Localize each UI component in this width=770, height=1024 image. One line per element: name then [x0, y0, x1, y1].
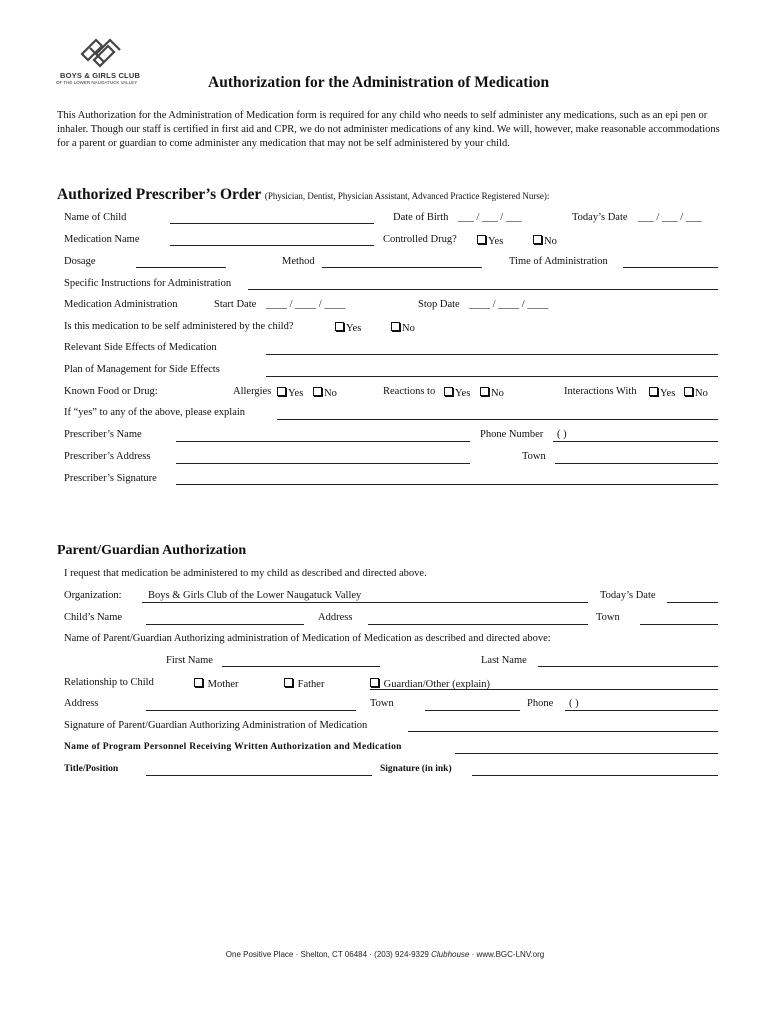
method-label: Method [282, 256, 315, 267]
interactions-yes-checkbox[interactable]: Yes [649, 387, 675, 400]
checkbox-icon [370, 678, 379, 687]
guardian-other-checkbox[interactable]: Guardian/Other (explain) [370, 678, 490, 691]
checkbox-icon [194, 678, 203, 687]
controlled-no-checkbox[interactable]: No [533, 235, 557, 248]
prescriber-heading: Authorized Prescriber’s Order (Physician, Dentist, Physician Assistant, Advanced Practice Registered Nurse): [57, 186, 550, 203]
phone-area-paren: ( ) [557, 429, 567, 440]
interactions-no-checkbox[interactable]: No [684, 387, 708, 400]
guardian-town-field[interactable] [640, 624, 718, 625]
guardian-todays-date-field[interactable] [667, 602, 718, 603]
title-position-field[interactable] [146, 775, 372, 776]
relationship-label: Relationship to Child [64, 677, 154, 688]
name-of-parent-label: Name of Parent/Guardian Authorizing administration of Medication of Medication as described and directed above: [64, 633, 551, 644]
name-of-child-label: Name of Child [64, 212, 127, 223]
plan-mgmt-field[interactable] [266, 376, 718, 377]
reactions-no-checkbox[interactable]: No [480, 387, 504, 400]
known-food-drug-label: Known Food or Drug: [64, 386, 158, 397]
checkbox-icon [277, 387, 286, 396]
signature-ink-label: Signature (in ink) [380, 764, 452, 774]
town2-field[interactable] [425, 710, 520, 711]
request-statement: I request that medication be administered to my child as described and directed above. [64, 568, 427, 579]
plan-mgmt-label: Plan of Management for Side Effects [64, 364, 220, 375]
phone-paren: ( ) [569, 698, 579, 709]
side-effects-field[interactable] [266, 354, 718, 355]
prescriber-signature-field[interactable] [176, 484, 718, 485]
guardian-heading: Parent/Guardian Authorization [57, 543, 247, 558]
medication-name-label: Medication Name [64, 234, 140, 245]
guardian-todays-date-label: Today’s Date [600, 590, 656, 601]
prescriber-address-field[interactable] [176, 463, 470, 464]
phone-field[interactable] [565, 710, 718, 711]
program-personnel-field[interactable] [455, 753, 718, 754]
reactions-label: Reactions to [383, 386, 436, 397]
org-name: BOYS & GIRLS CLUB [60, 71, 141, 80]
medication-name-field[interactable] [170, 245, 374, 246]
organization-field[interactable] [142, 602, 588, 603]
stop-date-label: Stop Date [418, 299, 460, 310]
checkbox-icon [649, 387, 658, 396]
checkbox-icon [480, 387, 489, 396]
address2-label: Address [64, 698, 99, 709]
signature-ink-field[interactable] [472, 775, 718, 776]
reactions-yes-checkbox[interactable]: Yes [444, 387, 470, 400]
self-admin-question: Is this medication to be self administered by the child? [64, 321, 294, 332]
dosage-label: Dosage [64, 256, 96, 267]
first-name-field[interactable] [222, 666, 380, 667]
footer: One Positive Place · Shelton, CT 06484 · (203) 924-9329 Clubhouse · www.BGC-LNV.org [225, 950, 545, 959]
last-name-field[interactable] [538, 666, 718, 667]
interactions-label: Interactions With [564, 386, 637, 397]
date-of-birth-label: Date of Birth [393, 212, 449, 223]
allergies-no-checkbox[interactable]: No [313, 387, 337, 400]
town2-label: Town [370, 698, 394, 709]
start-date-label: Start Date [214, 299, 257, 310]
date-of-birth-field[interactable]: ___ / ___ / ___ [458, 212, 522, 223]
organization-label: Organization: [64, 590, 122, 601]
address-field[interactable] [368, 624, 588, 625]
checkbox-icon [313, 387, 322, 396]
method-field[interactable] [322, 267, 482, 268]
dosage-field[interactable] [136, 267, 226, 268]
checkbox-icon [444, 387, 453, 396]
self-admin-no-checkbox[interactable]: No [391, 322, 415, 335]
todays-date-field[interactable]: ___ / ___ / ___ [638, 212, 702, 223]
town-field[interactable] [555, 463, 718, 464]
controlled-yes-checkbox[interactable]: Yes [477, 235, 503, 248]
phone-label: Phone [527, 698, 554, 709]
guardian-town-label: Town [596, 612, 620, 623]
self-admin-yes-checkbox[interactable]: Yes [335, 322, 361, 335]
org-subname: OF THE LOWER NAUGATUCK VALLEY [56, 80, 138, 85]
if-yes-explain-field[interactable] [277, 419, 718, 420]
childs-name-label: Child’s Name [64, 612, 123, 623]
childs-name-field[interactable] [146, 624, 304, 625]
intro-paragraph: This Authorization for the Administration of Medication form is required for any child who needs to self administer any medications, such as an epi pen or inhaler. Though our staff is certified in first aid and CPR, we do not administer medications of any kind. We will, however, make reasonable accommodations for a parent or guardian to come administer any medication that may not be self administered by your child. [57, 110, 720, 149]
controlled-drug-label: Controlled Drug? [383, 234, 457, 245]
town-label: Town [522, 451, 546, 462]
start-date-field[interactable]: ____ / ____ / ____ [266, 299, 346, 310]
stop-date-field[interactable]: ____ / ____ / ____ [469, 299, 549, 310]
address-label: Address [318, 612, 353, 623]
signature-parent-field[interactable] [408, 731, 718, 732]
time-of-admin-label: Time of Administration [509, 256, 608, 267]
checkbox-icon [477, 235, 486, 244]
page-title: Authorization for the Administration of Medication [208, 74, 550, 91]
checkbox-icon [533, 235, 542, 244]
todays-date-label: Today’s Date [572, 212, 628, 223]
mother-checkbox[interactable]: Mother [194, 678, 239, 691]
side-effects-label: Relevant Side Effects of Medication [64, 342, 217, 353]
title-position-label: Title/Position [64, 764, 119, 774]
medication-admin-label: Medication Administration [64, 299, 178, 310]
name-of-child-field[interactable] [170, 223, 374, 224]
allergies-yes-checkbox[interactable]: Yes [277, 387, 303, 400]
checkbox-icon [335, 322, 344, 331]
specific-instructions-field[interactable] [248, 289, 718, 290]
checkbox-icon [684, 387, 693, 396]
father-checkbox[interactable]: Father [284, 678, 324, 691]
organization-value: Boys & Girls Club of the Lower Naugatuck Valley [148, 590, 362, 601]
phone-number-field[interactable] [553, 441, 718, 442]
time-of-admin-field[interactable] [623, 267, 718, 268]
if-yes-explain-label: If “yes” to any of the above, please explain [64, 407, 246, 418]
last-name-label: Last Name [481, 655, 527, 666]
club-logo-icon [76, 34, 126, 72]
prescriber-address-label: Prescriber’s Address [64, 451, 151, 462]
allergies-label: Allergies [233, 386, 272, 397]
prescriber-name-field[interactable] [176, 441, 470, 442]
guardian-other-field[interactable] [370, 689, 718, 690]
address2-field[interactable] [146, 710, 356, 711]
first-name-label: First Name [166, 655, 213, 666]
prescriber-signature-label: Prescriber’s Signature [64, 473, 157, 484]
checkbox-icon [284, 678, 293, 687]
checkbox-icon [391, 322, 400, 331]
specific-instructions-label: Specific Instructions for Administration [64, 278, 232, 289]
program-personnel-label: Name of Program Personnel Receiving Written Authorization and Medication [64, 742, 402, 752]
phone-number-label: Phone Number [480, 429, 544, 440]
signature-parent-label: Signature of Parent/Guardian Authorizing Administration of Medication [64, 720, 368, 731]
prescriber-name-label: Prescriber’s Name [64, 429, 142, 440]
